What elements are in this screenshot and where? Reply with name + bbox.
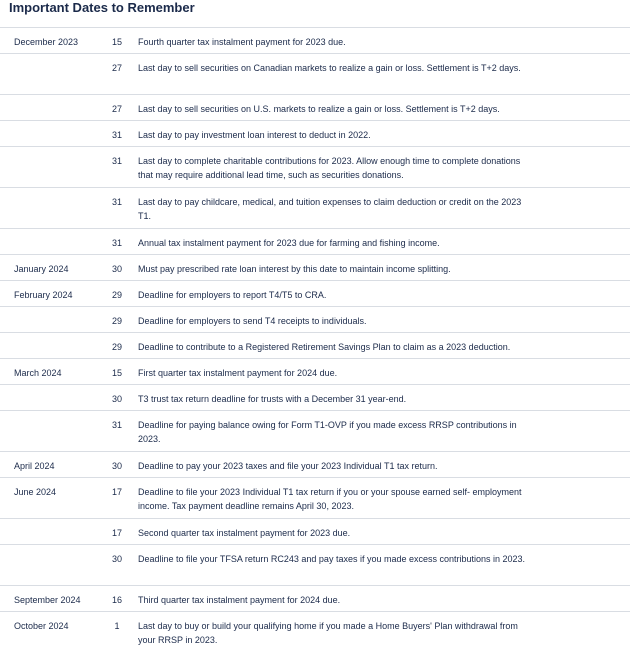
table-row xyxy=(0,306,630,332)
row-day: 29 xyxy=(111,290,122,300)
row-description: Deadline to file your TFSA return RC243 and pay taxes if you made excess contributions in 2023. xyxy=(138,554,526,564)
table-row xyxy=(0,280,630,306)
row-day: 30 xyxy=(111,554,122,564)
row-month: March 2024 xyxy=(14,368,62,378)
row-description: T3 trust tax return deadline for trusts with a December 31 year-end. xyxy=(138,394,407,404)
row-description: Deadline for employers to send T4 receipts to individuals. xyxy=(138,316,367,326)
table-row xyxy=(0,358,630,384)
row-day: 15 xyxy=(111,37,122,47)
row-month: February 2024 xyxy=(14,290,73,300)
row-day: 29 xyxy=(111,316,122,326)
row-description: Last day to pay investment loan interest to deduct in 2022. xyxy=(138,130,371,140)
row-description: Last day to sell securities on Canadian markets to realize a gain or loss. Settlement is T+2 days. xyxy=(138,63,521,73)
row-description: Deadline to pay your 2023 taxes and file your 2023 Individual T1 tax return. xyxy=(138,461,438,471)
table-row xyxy=(0,94,630,120)
table-row xyxy=(0,53,630,94)
row-month: January 2024 xyxy=(14,264,69,274)
row-day: 17 xyxy=(111,487,122,497)
row-day: 30 xyxy=(111,394,122,404)
row-month: June 2024 xyxy=(14,487,57,497)
table-row xyxy=(0,332,630,358)
row-day: 30 xyxy=(111,461,122,471)
row-description: Annual tax instalment payment for 2023 due for farming and fishing income. xyxy=(138,238,440,248)
row-day: 31 xyxy=(111,130,122,140)
row-description: Last day to buy or build your qualifying home if you made a Home Buyers' Plan withdrawal from your RRSP in 2023. xyxy=(138,621,518,645)
row-day: 31 xyxy=(111,238,122,248)
table-row xyxy=(0,27,630,53)
row-month: September 2024 xyxy=(14,595,81,605)
row-day: 31 xyxy=(111,420,122,430)
row-description: Deadline for paying balance owing for Form T1-OVP if you made excess RRSP contributions in 2023. xyxy=(138,420,517,444)
table-row xyxy=(0,585,630,611)
row-description: Last day to complete charitable contributions for 2023. Allow enough time to complete donations that may require additional lead time, such as securities donations. xyxy=(138,156,521,180)
row-description: Third quarter tax instalment payment for 2024 due. xyxy=(138,595,341,605)
table-row xyxy=(0,254,630,280)
row-description: Last day to pay childcare, medical, and tuition expenses to claim deduction or credit on the 2023 T1. xyxy=(138,197,522,221)
row-day: 31 xyxy=(111,197,122,207)
row-day: 17 xyxy=(111,528,122,538)
table-row xyxy=(0,146,630,187)
row-month: December 2023 xyxy=(14,37,79,47)
row-description: First quarter tax instalment payment for 2024 due. xyxy=(138,368,338,378)
table-row xyxy=(0,518,630,544)
row-month: October 2024 xyxy=(14,621,69,631)
row-day: 1 xyxy=(114,621,120,631)
row-day: 29 xyxy=(111,342,122,352)
table-row xyxy=(0,120,630,146)
row-description: Deadline for employers to report T4/T5 to CRA. xyxy=(138,290,327,300)
row-day: 27 xyxy=(111,63,122,73)
row-description: Last day to sell securities on U.S. markets to realize a gain or loss. Settlement is T+2 days. xyxy=(138,104,500,114)
row-description: Deadline to file your 2023 Individual T1 tax return if you or your spouse earned self- employment income. Tax payment deadline remains April 30, 2023. xyxy=(138,487,522,511)
table-row xyxy=(0,187,630,228)
table-row xyxy=(0,477,630,518)
table-row xyxy=(0,611,630,652)
table-row xyxy=(0,544,630,585)
row-day: 16 xyxy=(111,595,122,605)
table-row xyxy=(0,384,630,410)
dates-table xyxy=(0,27,630,652)
page-title: Important Dates to Remember xyxy=(9,0,195,15)
row-day: 15 xyxy=(111,368,122,378)
row-day: 31 xyxy=(111,156,122,166)
table-row xyxy=(0,451,630,477)
row-day: 27 xyxy=(111,104,122,114)
row-month: April 2024 xyxy=(14,461,55,471)
table-row xyxy=(0,228,630,254)
table-row xyxy=(0,410,630,451)
row-description: Must pay prescribed rate loan interest by this date to maintain income splitting. xyxy=(138,264,451,274)
row-description: Fourth quarter tax instalment payment for 2023 due. xyxy=(138,37,346,47)
row-description: Second quarter tax instalment payment for 2023 due. xyxy=(138,528,351,538)
row-description: Deadline to contribute to a Registered Retirement Savings Plan to claim as a 2023 deduction. xyxy=(138,342,511,352)
row-day: 30 xyxy=(111,264,122,274)
